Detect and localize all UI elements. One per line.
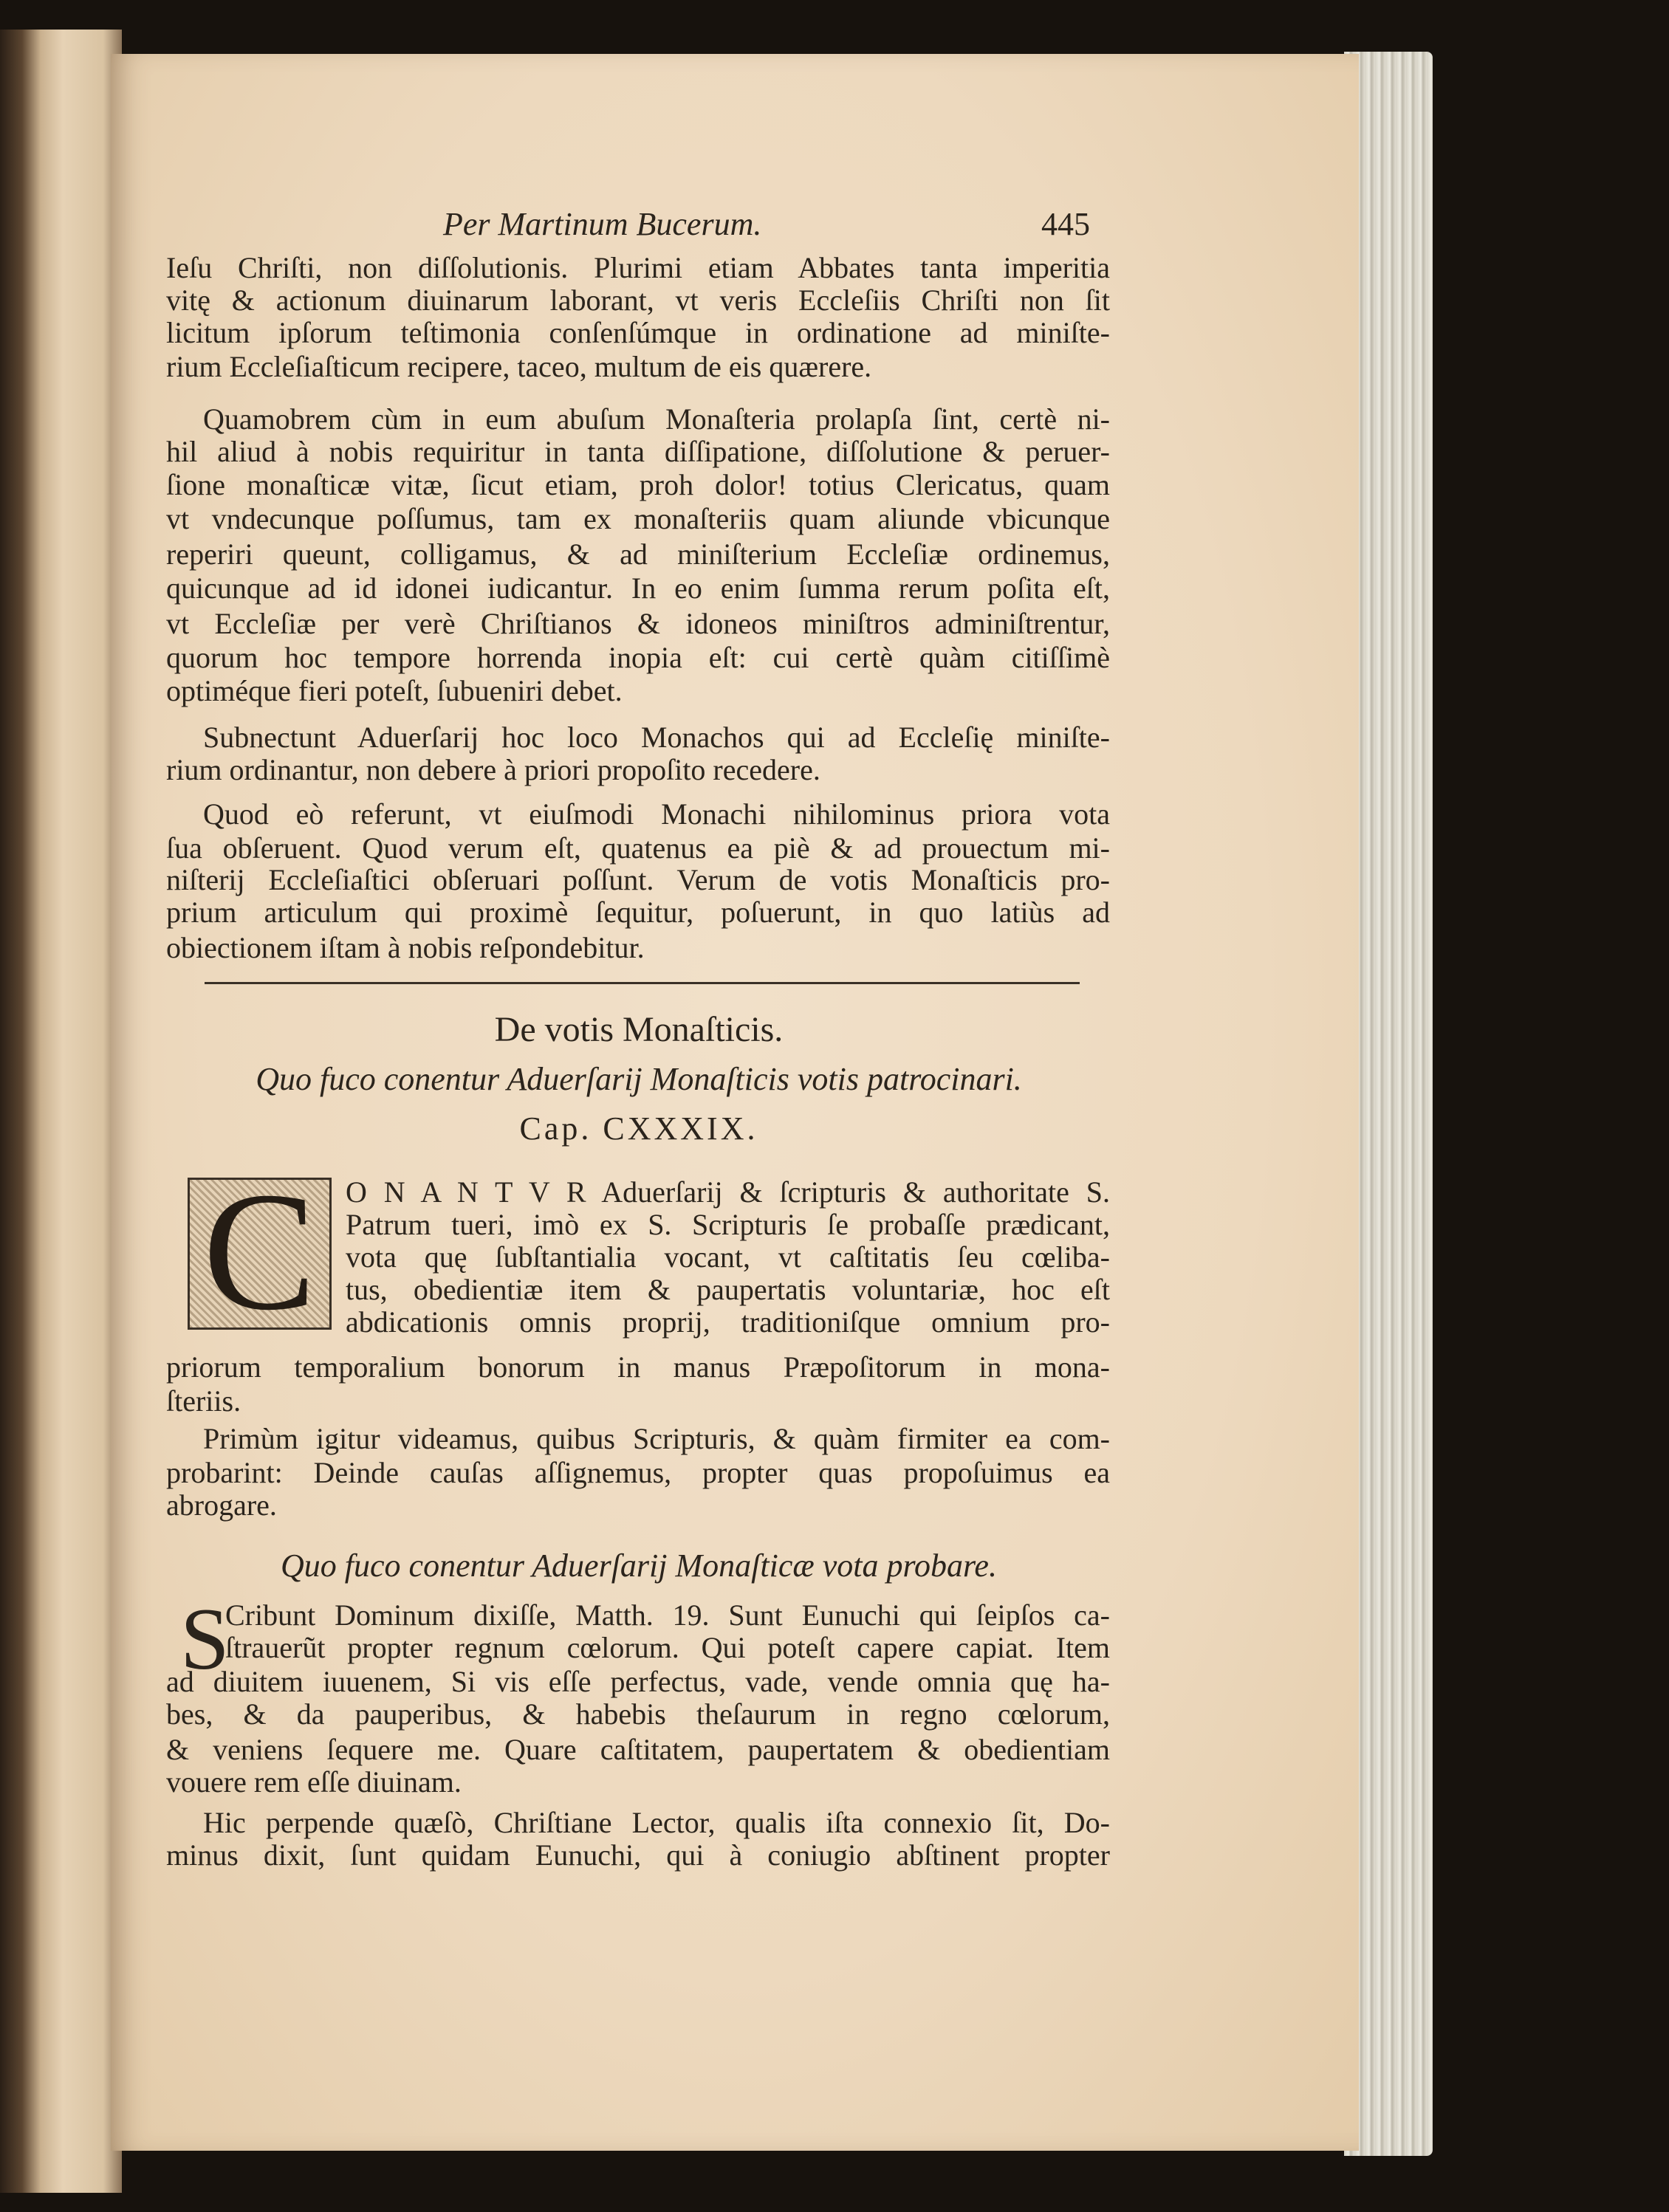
page-number: 445 [1041,206,1090,242]
text-line: bes, & da pauperibus, & habebis theſaurum in regno cœlorum, [166,1697,1110,1731]
text-line: quorum hoc tempore horrenda inopia eſt: cui certè quàm citiſſimè [166,641,1110,674]
text-line: niſterij Eccleſiaſtici obſeruari poſſunt. Verum de votis Monaſticis pro- [166,863,1110,896]
text-line: priorum temporalium bonorum in manus Præpoſitorum in mona- [166,1350,1110,1384]
text-line: Cribunt Dominum dixiſſe, Matth. 19. Sunt Eunuchi qui ſeipſos ca- [225,1598,1110,1632]
text-line: Quod eò referunt, vt eiuſmodi Monachi nihilominus priora vota [203,797,1110,831]
initial-letter-s: S [180,1590,230,1688]
text-line: ſteriis. [166,1384,241,1418]
chapter-subheading: Quo fuco conentur Aduerſarij Monaſticis votis patrocinari. [256,1061,1022,1097]
text-line: vouere rem eſſe diuinam. [166,1765,462,1799]
text-line: vitę & actionum diuinarum laborant, vt veris Eccleſiis Chriſti non ſit [166,284,1110,317]
text-line: hil aliud à nobis requiritur in tanta diſſipatione, diſſolutione & peruer- [166,435,1110,468]
text-line: Subnectunt Aduerſarij hoc loco Monachos qui ad Eccleſię miniſte- [203,721,1110,754]
text-line: abrogare. [166,1488,277,1522]
text-line: minus dixit, ſunt quidam Eunuchi, qui à coniugio abſtinent propter [166,1838,1110,1872]
decorated-initial [188,1157,332,1345]
text-line: probarint: Deinde cauſas aſſignemus, propter quas propoſuimus ea [166,1456,1110,1489]
text-line: optiméque fieri poteſt, ſubueniri debet. [166,674,623,707]
text-line: ad diuitem iuuenem, Si vis eſſe perfectus, vade, vende omnia quę ha- [166,1665,1110,1698]
text-line: prium articulum qui proximè ſequitur, poſuerunt, in quo latiùs ad [166,896,1110,929]
chapter-number: Cap. CXXXIX. [519,1110,758,1147]
text-line: Primùm igitur videamus, quibus Scripturis, & quàm firmiter ea com- [203,1422,1110,1455]
text-line: vt vndecunque poſſumus, tam ex monaſteriis quam aliunde vbicunque [166,502,1110,535]
text-line: Ieſu Chriſti, non diſſolutionis. Plurimi etiam Abbates tanta imperitia [166,251,1110,284]
section-subheading: Quo fuco conentur Aduerſarij Monaſticæ vota probare. [281,1548,997,1584]
section-heading: De votis Monaſticis. [494,1010,784,1049]
text-line: tus, obedientiæ item & paupertatis voluntariæ, hoc eſt [346,1273,1110,1306]
text-line: O N A N T V R Aduerſarij & ſcripturis & authoritate S. [346,1175,1110,1209]
text-line: licitum ipſorum teſtimonia conſenſúmque in ordinatione ad miniſte- [166,316,1110,349]
text-line: rium ordinantur, non debere à priori propoſito recedere. [166,753,820,786]
text-line: quicunque ad id idonei iudicantur. In eo enim ſumma rerum poſita eſt, [166,571,1110,605]
text-line: ſione monaſticæ vitæ, ſicut etiam, proh dolor! totius Clericatus, quam [166,468,1110,501]
text-line: abdicationis omnis proprij, traditioniſque omnium pro- [346,1305,1110,1339]
text-line: ſtrauerũt propter regnum cœlorum. Qui poteſt capere capiat. Item [225,1631,1110,1664]
text-line: reperiri queunt, colligamus, & ad miniſterium Eccleſiæ ordinemus, [166,537,1110,571]
text-line: obiectionem iſtam à nobis reſpondebitur. [166,931,645,964]
text-line: vt Eccleſiæ per verè Chriſtianos & idoneos miniſtros adminiſtrentur, [166,607,1110,640]
text-line: & veniens ſequere me. Quare caſtitatem, paupertatem & obedientiam [166,1733,1110,1766]
initial-letter: C [202,1157,317,1345]
previous-page-edge [0,30,122,2193]
text-line: rium Eccleſiaſticum recipere, taceo, multum de eis quærere. [166,350,872,383]
text-line: Quamobrem cùm in eum abuſum Monaſteria prolapſa ſint, certè ni- [203,402,1110,436]
text-line: vota quę ſubſtantialia vocant, vt caſtitatis ſeu cœliba- [346,1240,1110,1274]
text-line: ſua obſeruent. Quod verum eſt, quatenus ea piè & ad prouectum mi- [166,831,1110,865]
text-line: Patrum tueri, imò ex S. Scripturis ſe probaſſe prædicant, [346,1208,1110,1241]
text-line: Hic perpende quæſò, Chriſtiane Lector, qualis iſta connexio ſit, Do- [203,1806,1110,1839]
section-divider [205,982,1080,984]
running-title: Per Martinum Bucerum. [443,206,762,242]
